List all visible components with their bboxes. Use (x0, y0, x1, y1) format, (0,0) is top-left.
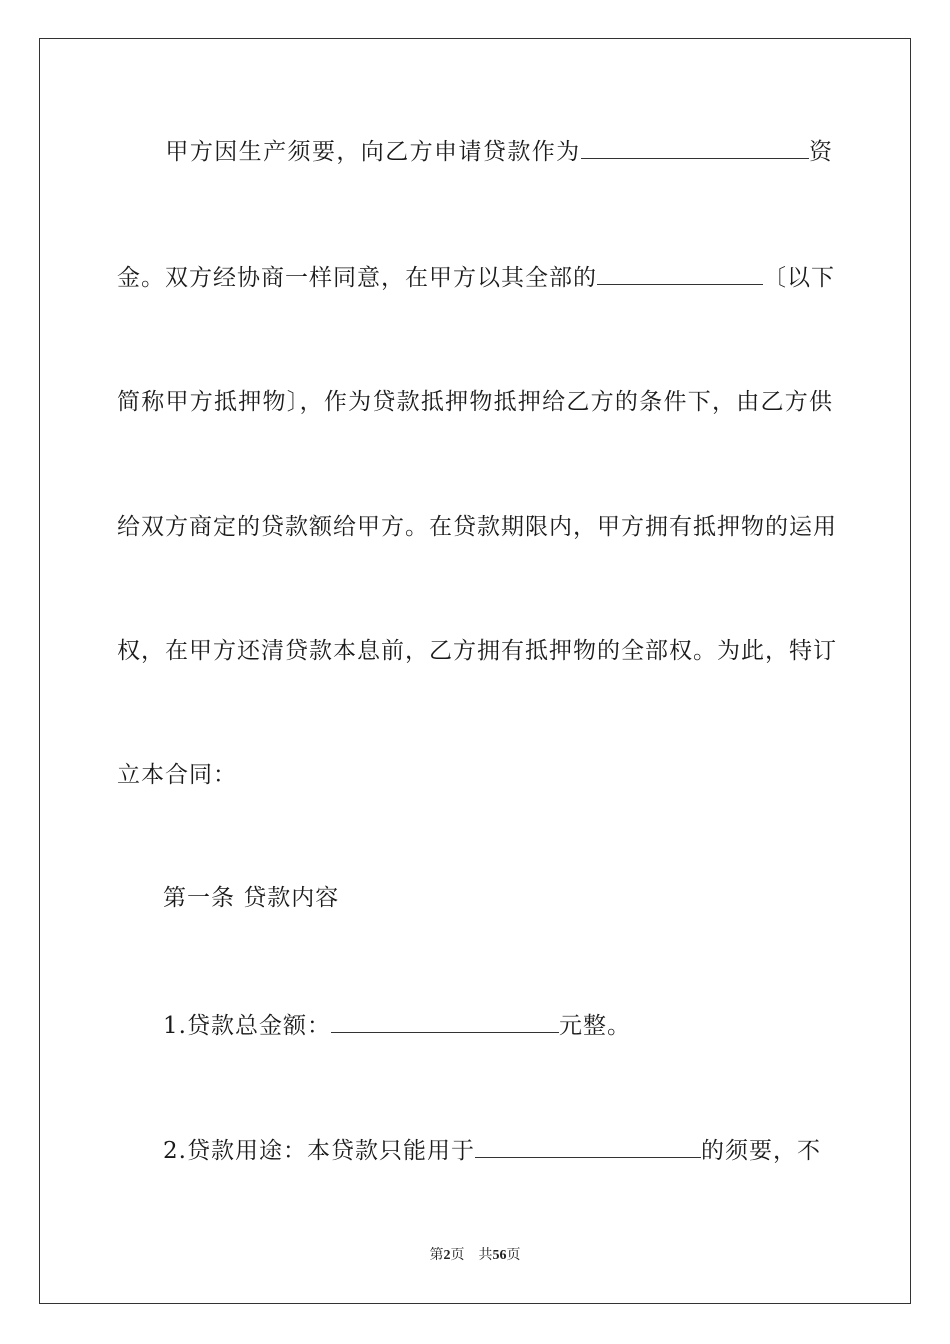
loan-purpose-item (163, 1135, 833, 1166)
paragraph1-line2 (117, 262, 833, 293)
blank-fill-field[interactable] (597, 262, 763, 285)
loan-amount-item (163, 1010, 879, 1041)
paragraph1-line5: 权，在甲方还清贷款本息前，乙方拥有抵押物的全部权。为此，特订 (117, 638, 837, 664)
footer-page-number: 2 (443, 1248, 451, 1263)
paragraph1-line1 (117, 136, 833, 167)
loan-purpose-blank[interactable] (475, 1135, 701, 1158)
article-title: 第一条 贷款内容 (163, 885, 340, 911)
blank-fill-field[interactable] (581, 136, 809, 159)
text-segment: 〔以下 (763, 265, 835, 291)
footer-total-prefix: 共 (478, 1248, 493, 1263)
paragraph1-line4: 给双方商定的贷款额给甲方。在贷款期限内，甲方拥有抵押物的运用 (117, 514, 837, 540)
text-segment: 甲方因生产须要，向乙方申请贷款作为 (165, 139, 581, 165)
footer-page-suffix: 页 (450, 1248, 465, 1263)
page-border (39, 38, 911, 1304)
page-footer (0, 1247, 950, 1265)
item-label: 2.贷款用途：本贷款只能用于 (163, 1138, 475, 1164)
paragraph1-line6: 立本合同： (117, 762, 237, 788)
item-suffix: 的须要，不 (700, 1138, 821, 1164)
item-suffix: 元整。 (558, 1013, 631, 1039)
item-label: 1.贷款总金额： (163, 1013, 331, 1039)
footer-page-prefix: 第 (429, 1248, 444, 1263)
text-segment: 资 (808, 139, 834, 165)
footer-total-pages: 56 (492, 1248, 507, 1263)
loan-amount-blank[interactable] (331, 1010, 559, 1033)
footer-total-suffix: 页 (506, 1248, 521, 1263)
text-segment: 金。双方经协商一样同意，在甲方以其全部的 (117, 265, 597, 291)
paragraph1-line3: 简称甲方抵押物〕，作为贷款抵押物抵押给乙方的条件下，由乙方供 (117, 389, 833, 415)
